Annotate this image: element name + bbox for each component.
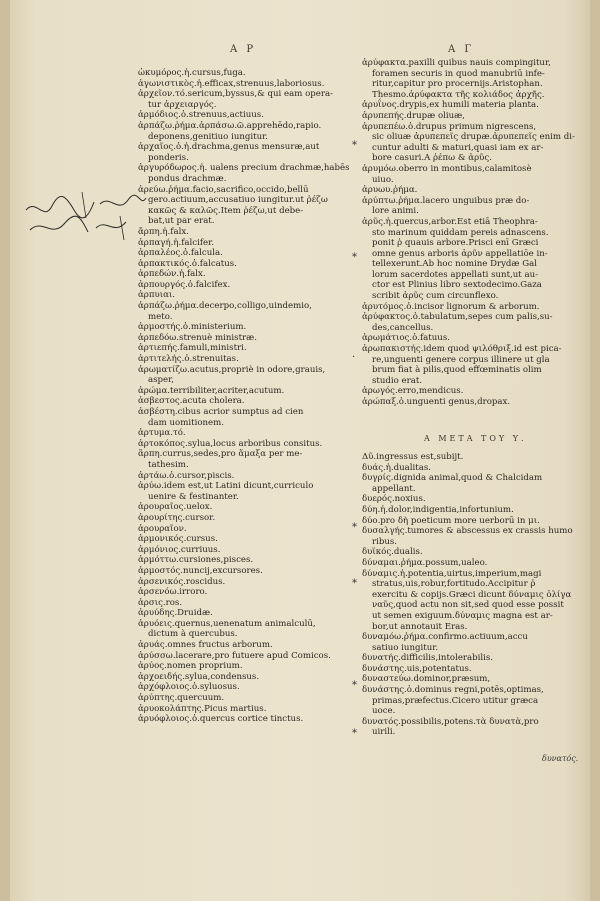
dictionary-line: ἀρωγός.erro,mendicus.: [362, 386, 464, 397]
dictionary-line: bor,ut annotauit Eras.: [372, 621, 468, 632]
dictionary-line: ἀρπαγή.ἡ.falcifer.: [138, 237, 214, 248]
dictionary-line: ἀρωπακιστής.idem quod ψιλόθριξ.id est pica-: [362, 344, 562, 355]
dictionary-line: ἀρύπτω.ῥήμα.lacero unguibus præ do-: [362, 195, 530, 206]
dictionary-line: ναῦς,quod actu non sit,sed quod esse possit: [372, 600, 564, 611]
dictionary-line: lorum sacerdotes appellati sunt,ut au-: [372, 269, 539, 280]
dictionary-line: ἀρπάζω.ῥήμα.ἁρπάσω.ῶ.apprehēdo,rapio.: [138, 120, 322, 131]
dictionary-line: ἀρπεδόω.strenuè ministræ.: [138, 332, 257, 343]
dictionary-line: ἀρυοκολάπτης.Picus martius.: [138, 703, 267, 714]
asterisk-mark: *: [352, 522, 357, 533]
dictionary-line: δύη.ἡ.dolor,indigentia,infortunium.: [362, 504, 514, 515]
dictionary-line: δύναμις.ἡ.potentia,uirtus,imperium,magi: [362, 568, 542, 579]
dictionary-line: uiuo.: [372, 174, 394, 185]
asterisk-mark: *: [352, 140, 357, 151]
dictionary-line: δύο.pro δὴ poeticum more uerborū in μι.: [362, 515, 540, 526]
dictionary-line: re,unguenti genere corpus illinere ut gla: [372, 354, 550, 365]
dictionary-line: ἀρουραῖον.: [138, 523, 187, 534]
dictionary-line: ἀρσενικός.roscidus.: [138, 576, 226, 587]
dictionary-line: ἀσβέστη.cibus acrior sumptus ad cien: [138, 407, 304, 417]
dictionary-line: ἄρπη.ἡ.falx.: [138, 226, 189, 237]
dictionary-line: κακῶς & καλῶς.Item ῥέζω,ut debe-: [148, 205, 304, 216]
dictionary-line: ponderis.: [148, 152, 189, 163]
asterisk-mark: *: [352, 728, 357, 739]
left-page-edge: [0, 0, 10, 901]
dictionary-line: tathesim.: [148, 459, 189, 470]
asterisk-mark: *: [352, 252, 357, 263]
dictionary-line: sto marinum quiddam pereis adnascens.: [372, 227, 549, 238]
dictionary-line: δύναμαι.ῥήμα.possum,ualeo.: [362, 557, 488, 568]
dictionary-line: ἀρμόττω.cursiones,pisces.: [138, 555, 254, 566]
dictionary-line: ἀρμονικός.cursus.: [138, 534, 218, 545]
dictionary-line: deponens,genitiuo iungitur.: [148, 131, 269, 142]
dictionary-line: lore animi.: [372, 206, 419, 217]
dictionary-line: bore casuri.A ῥέπω & ἀρῦς.: [372, 153, 492, 164]
dictionary-line: ἀρουρίτης.cursor.: [138, 512, 216, 523]
dictionary-line: ὠκυμόρος.ἡ.cursus,fuga.: [138, 68, 246, 78]
dictionary-line: ἀρμόδιος.ὁ.strenuus,actiuus.: [138, 110, 264, 121]
catchword: δυνατός.: [542, 754, 579, 763]
right-page-edge: [590, 0, 600, 901]
dictionary-line: ἀσβεστος.acuta cholera.: [138, 396, 245, 407]
dictionary-line: meto.: [148, 311, 173, 322]
dictionary-line: ἀρύφακτα.paxilli quibus nauis compingitur,: [362, 58, 551, 68]
dictionary-line: ut semen exiguum.δύναμις magna est ar-: [372, 610, 553, 621]
dictionary-line: ἀρουραῖος.uelox.: [138, 502, 213, 513]
dictionary-line: scribit ἀρῦς cum circunflexo.: [372, 291, 499, 302]
dictionary-line: gero.actiuum,accusatiuo iungitur.ut ῥέζω: [148, 195, 328, 206]
dictionary-line: ἀρύφακτος.ὁ.tabulatum,sepes cum palis,su-: [362, 312, 553, 323]
dictionary-line: primas,præfectus.Cicero utitur græca: [372, 695, 539, 706]
dictionary-line: ctor est Plinius libro sextodecimo.Gaza: [372, 280, 542, 291]
dictionary-line: δυνάστης.ὁ.dominus regni,potēs,optimas,: [362, 685, 544, 696]
dictionary-line: δυνατής.difficilis,intolerabilis.: [362, 653, 494, 664]
dictionary-line: ἀρύω.idem est,ut Latini dicunt,curriculo: [138, 481, 314, 492]
dictionary-line: ἀρχαῖος.ὁ.ἡ.drachma,genus mensuræ,aut: [138, 142, 320, 153]
dictionary-line: δυνάστης.uis,potentatus.: [362, 663, 472, 674]
dictionary-line: ἀρχεῖον.τό.sericum,byssus,& qui eam opera-: [138, 89, 333, 100]
left-column: [138, 68, 350, 725]
asterisk-mark: *: [352, 680, 357, 691]
dictionary-line: uoce.: [372, 706, 396, 717]
dictionary-line: ἀρωμάτιος.ὁ.fatuus.: [362, 333, 450, 344]
dictionary-line: omne genus arboris ἀρῦν appellatiōe in-: [372, 248, 548, 259]
dictionary-line: ἀρτιτελής.ὁ.strenuitas.: [138, 354, 239, 365]
dictionary-line: ἀρωματίζω.acutus,propriè in odore,grauis,: [138, 364, 326, 375]
dictionary-line: uirili.: [372, 727, 396, 738]
dot-mark: ·: [352, 352, 356, 363]
dictionary-line: ἀρεύω.ῥήμα.facio,sacrifico,occido,bellū: [138, 184, 309, 195]
dictionary-line: δυάς.ἡ.dualitas.: [362, 462, 432, 473]
dictionary-line: ἀρτοκόπος.sylua,locus arboribus consitus.: [138, 438, 323, 449]
dictionary-line: ἀρυπεπέω.ὁ.drupus primum nigrescens,: [362, 121, 537, 132]
dictionary-line: ἀρυάς.omnes fructus arborum.: [138, 640, 273, 651]
dictionary-line: ἀρύπτης.quercuum.: [138, 693, 225, 704]
dictionary-line: Δῦ.ingressus est,subijt.: [362, 452, 464, 462]
dictionary-line: ἀρυόεις.quernus,uenenatum animalculū,: [138, 618, 316, 629]
dictionary-line: appellant.: [372, 483, 416, 494]
dictionary-line: ponit ῥ quauis arbore.Prisci enī Græci: [372, 238, 539, 249]
dictionary-line: foramen securis in quod manubriū infe-: [372, 68, 545, 79]
dictionary-line: ἀρπυιαι.: [138, 290, 176, 301]
dictionary-line: δυγρίς.dignida animal,quod & Chalcidam: [362, 473, 543, 484]
dictionary-line: ἀρώπαξ.ὁ.unguenti genus,dropax.: [362, 397, 511, 407]
dictionary-line: dictum à quercubus.: [148, 629, 238, 640]
running-head-left: Α Ρ: [230, 44, 257, 55]
dictionary-line: ἀργυρόδωρος.ἡ. ualens precium drachmæ,habēs: [138, 163, 350, 174]
section-heading: Α ΜΕΤΑ ΤΟΥ Υ.: [424, 434, 527, 443]
dictionary-line: ἀρυπεπής.drupæ oliuæ,: [362, 110, 465, 121]
dictionary-line: pondus drachmæ.: [148, 173, 227, 184]
dictionary-line: ἀρυόφλοιος.ὁ.quercus cortice tinctus.: [138, 714, 304, 725]
dictionary-line: ἀρύσσω.lacerare,pro futuere apud Comicos.: [138, 650, 331, 661]
dictionary-line: ἀρσενόω.irroro.: [138, 587, 208, 598]
dictionary-line: ἀρχοειδής.sylua,condensus.: [138, 671, 260, 682]
dictionary-line: ἀρυύδης.Druidæ.: [138, 608, 213, 619]
dictionary-line: ἀρσις.ros.: [138, 597, 183, 608]
dictionary-line: uenire & festinanter.: [148, 491, 239, 502]
dictionary-line: ἀρπαλέος.ὁ.falcula.: [138, 248, 223, 259]
dictionary-line: δυναστεύω.dominor,præsum,: [362, 674, 491, 685]
dictionary-line: ἀρμοστής.ὁ.ministerium.: [138, 322, 247, 333]
dictionary-line: ἀρύος.nomen proprium.: [138, 661, 243, 672]
dictionary-line: ἀρτάω.ὁ.cursor,piscis.: [138, 470, 235, 481]
dictionary-line: ribus.: [372, 536, 398, 547]
dictionary-line: ἀρυΐνος.drypis,ex humili materia planta.: [362, 100, 539, 111]
dictionary-line: δυναμόω.ῥήμα.confirmo.actiuum,accu: [362, 632, 528, 643]
dictionary-line: satiuo iungitur.: [372, 642, 439, 653]
dictionary-line: ἀρμοστός.nuncij,excursores.: [138, 565, 263, 576]
marginal-handwriting: [22, 188, 150, 246]
dictionary-line: stratus,uis,robur,fortitudo.Accipitur ῥ: [372, 579, 536, 590]
dictionary-line: exercitu & copijs.Græci dicunt δύναμις ὀλίγα: [372, 589, 572, 600]
dictionary-line: ἀρχόφλοιος.ὁ.syluosus.: [138, 682, 240, 693]
dictionary-line: ἀρμόνιος.curriuus.: [138, 544, 221, 555]
dictionary-line: δυσαλγής.tumores & abscessus ex crassis humo: [362, 526, 573, 537]
dictionary-line: ἀρυωυ.ῥήμα.: [362, 185, 418, 196]
dictionary-line: bat,ut par erat.: [148, 216, 215, 227]
dictionary-line: δυνατός.possibilis,potens.τὰ δυνατὰ,pro: [362, 716, 539, 727]
dictionary-line: ἀρπουργός.ὁ.falcifex.: [138, 279, 231, 290]
dictionary-line: sic oliuæ ἀρυπεπεῖς drupæ.ἀρυπεπεῖς enim di-: [372, 132, 575, 143]
dictionary-line: δυϊκός.dualis.: [362, 547, 423, 558]
dictionary-line: des,cancellus.: [372, 322, 434, 333]
dictionary-line: asper,: [148, 375, 175, 386]
right-column-lower: [362, 452, 574, 738]
dictionary-line: ἀγωνιστικὸς.ἡ.efficax,strenuus,laboriosus.: [138, 78, 325, 89]
dictionary-line: ἅρπη.currus,sedes,pro ἅμαξα per me-: [138, 449, 303, 460]
dictionary-line: dam uomitionem.: [148, 417, 224, 428]
dictionary-line: tur ἀρχειαργός.: [148, 99, 217, 110]
asterisk-mark: *: [352, 578, 357, 589]
dictionary-line: ἀρπακτικός.ὁ.falcatus.: [138, 258, 237, 269]
dictionary-line: ἀρπάζω.ῥήμα.decerpo,colligo,uindemio,: [138, 301, 312, 312]
dictionary-line: ἀρυτόμος.ὁ.incisor lignorum & arborum.: [362, 301, 540, 312]
dictionary-line: tellexerunt.Ab hoc nomine Drydæ Gal: [372, 259, 537, 270]
dictionary-line: ἀρώμα.terribiliter,acriter,acutum.: [138, 385, 285, 396]
dictionary-line: ἀρτιεπής.famuli,ministri.: [138, 343, 247, 354]
running-head-right: Α Γ: [448, 44, 475, 55]
dictionary-line: Thesmo.ἀρύφακτα τῆς κολιάδος ἀρχῆς.: [372, 89, 545, 100]
dictionary-line: δυερός.noxius.: [362, 494, 426, 505]
dictionary-line: studio erat.: [372, 375, 423, 386]
dictionary-line: ἀρτυμα.τό.: [138, 428, 186, 439]
dictionary-line: ἀρῦς.ἡ.quercus,arbor.Est etiā Theophra-: [362, 216, 538, 227]
dictionary-line: ritur,capitur pro procernijs.Aristophan.: [372, 79, 543, 90]
dictionary-line: cuntur adulti & maturi,quasi iam ex ar-: [372, 142, 544, 153]
dictionary-line: brum fiat à pilis,quod effœminatis olim: [372, 365, 542, 376]
right-column-upper: [362, 58, 574, 408]
dictionary-line: ἀρπεδών.ἡ.falx.: [138, 269, 206, 280]
dictionary-line: ἀρυμόω.oberro in montibus,calamitosè: [362, 163, 532, 174]
